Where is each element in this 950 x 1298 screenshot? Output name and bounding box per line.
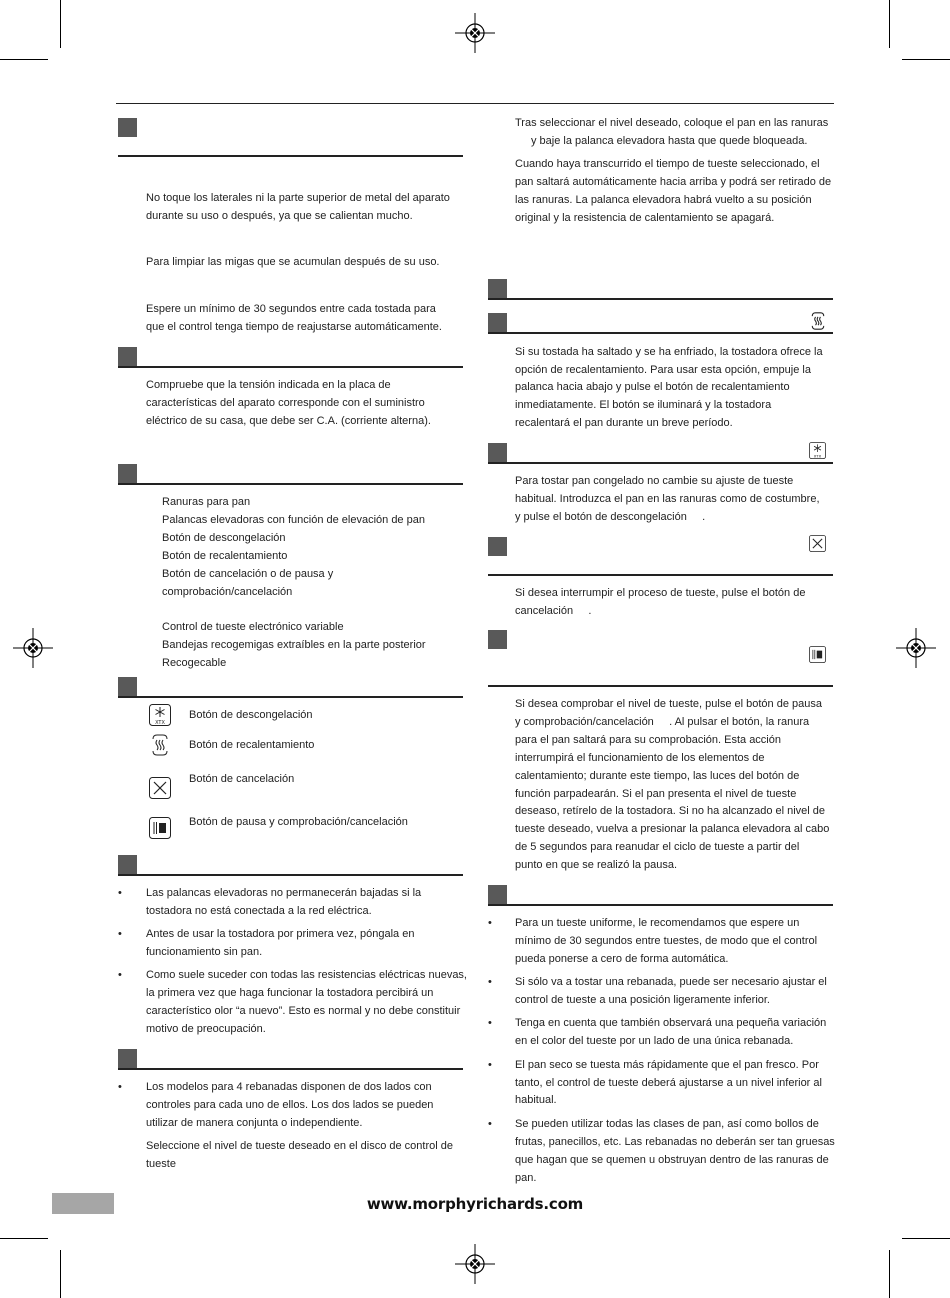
- section-marker: [488, 279, 507, 298]
- paragraph-line: pueda ponerse a cero de forma automática.: [515, 953, 729, 965]
- bullet: •: [118, 969, 122, 981]
- section-rule: [488, 462, 833, 464]
- section-rule: [488, 298, 833, 300]
- reheat-icon: [809, 311, 827, 331]
- svg-text:XTX: XTX: [813, 453, 822, 459]
- paragraph-line: Como suele suceder con todas las resistencias eléctricas nuevas,: [146, 969, 467, 981]
- paragraph-line: tueste: [146, 1158, 176, 1170]
- paragraph-line: característico olor “a nuevo”. Esto es normal y no debe constituir: [146, 1005, 461, 1017]
- section-marker: [488, 885, 507, 904]
- paragraph-line: calentamiento; durante este tiempo, las luces del botón de: [515, 770, 800, 782]
- pause-check-icon: [149, 817, 171, 839]
- paragraph-line: Las palancas elevadoras no permanecerán bajadas si la: [146, 887, 422, 899]
- paragraph-line: utilizar de manera conjunta o independiente.: [146, 1117, 363, 1129]
- feature-item: Botón de recalentamiento: [162, 550, 288, 562]
- paragraph-line: tostadora no está conectada a la red eléctrica.: [146, 905, 372, 917]
- paragraph-line: durante su uso o después, ya que se calientan mucho.: [146, 210, 413, 222]
- paragraph-line: Antes de usar la tostadora por primera vez, póngala en: [146, 928, 415, 940]
- crop-mark: [60, 0, 61, 48]
- bullet: •: [118, 887, 122, 899]
- paragraph-line: de 5 segundos para reanudar el ciclo de tueste a partir del: [515, 841, 800, 853]
- paragraph-line: y baje la palanca elevadora hasta que quede bloqueada.: [531, 135, 808, 147]
- feature-item: Botón de cancelación o de pausa y: [162, 568, 334, 580]
- paragraph-line: Compruebe que la tensión indicada en la placa de: [146, 379, 391, 391]
- reheat-icon: [149, 733, 171, 757]
- pause-check-icon: [809, 646, 826, 663]
- crop-mark: [889, 1250, 890, 1298]
- section-rule: [488, 574, 833, 576]
- paragraph-line: Cuando haya transcurrido el tiempo de tueste seleccionado, el: [515, 158, 820, 170]
- registration-mark-icon: [896, 628, 936, 668]
- paragraph-line: Tenga en cuenta que también observará una pequeña variación: [515, 1017, 827, 1029]
- icon-label: Botón de descongelación: [189, 709, 313, 721]
- paragraph-line: tanto, el control de tueste deberá ajustarse a un nivel inferior al: [515, 1077, 822, 1089]
- paragraph-line: que hagan que se quemen u obstruyan dentro de las ranuras de: [515, 1154, 829, 1166]
- paragraph-line: cancelación .: [515, 605, 592, 617]
- page-number-tab: [52, 1193, 114, 1214]
- crop-mark: [0, 1238, 48, 1239]
- paragraph-line: habitual. Introduzca el pan en las ranuras como de costumbre,: [515, 493, 820, 505]
- section-marker: [118, 347, 137, 366]
- crop-mark: [0, 59, 48, 60]
- section-marker: [118, 855, 137, 874]
- paragraph-line: deseaso, retírelo de la tostadora. Si no ha alcanzado el nivel de: [515, 805, 826, 817]
- section-marker: [488, 630, 507, 649]
- paragraph-line: mínimo de 30 segundos entre tuestes, de modo que el control: [515, 935, 818, 947]
- section-rule: [118, 483, 463, 485]
- feature-item: Botón de descongelación: [162, 532, 286, 544]
- section-marker: [118, 1049, 137, 1068]
- paragraph-line: controles para cada uno de ellos. Los dos lados se pueden: [146, 1099, 434, 1111]
- registration-mark-icon: [455, 13, 495, 53]
- feature-item: Palancas elevadoras con función de elevación de pan: [162, 514, 425, 526]
- paragraph-line: punto en que se realizó la pausa.: [515, 859, 678, 871]
- svg-text:XTX: XTX: [155, 720, 165, 726]
- section-marker: [118, 464, 137, 483]
- bullet: •: [488, 917, 492, 929]
- bullet: •: [488, 1118, 492, 1130]
- paragraph-line: para el pan saltará para su comprobación. Esta acción: [515, 734, 781, 746]
- bullet: •: [488, 976, 492, 988]
- paragraph-line: Si sólo va a tostar una rebanada, puede ser necesario ajustar el: [515, 976, 827, 988]
- feature-item: Recogecable: [162, 657, 227, 669]
- paragraph-line: pan.: [515, 1172, 537, 1184]
- section-marker: [118, 677, 137, 696]
- paragraph-line: Tras seleccionar el nivel deseado, coloque el pan en las ranuras: [515, 117, 829, 129]
- section-marker: [118, 118, 137, 137]
- section-rule: [488, 332, 833, 334]
- website-url[interactable]: www.morphyrichards.com: [366, 1195, 584, 1213]
- paragraph-line: control de tueste a una posición ligeramente inferior.: [515, 994, 770, 1006]
- crop-mark: [902, 1238, 950, 1239]
- paragraph-line: Si desea interrumpir el proceso de tueste, pulse el botón de: [515, 587, 806, 599]
- section-rule: [118, 874, 463, 876]
- paragraph-line: Los modelos para 4 rebanadas disponen de dos lados con: [146, 1081, 432, 1093]
- crop-mark: [889, 0, 890, 48]
- paragraph-line: inmediatamente. El botón se iluminará y la tostadora: [515, 399, 772, 411]
- registration-mark-icon: [455, 1244, 495, 1284]
- icon-label: Botón de pausa y comprobación/cancelación: [189, 816, 408, 828]
- bullet: •: [118, 1081, 122, 1093]
- paragraph-line: recalentará el pan durante un breve período.: [515, 417, 733, 429]
- crop-mark: [60, 1250, 61, 1298]
- paragraph-line: función parpadearán. Si el pan presenta el nivel de tueste: [515, 788, 797, 800]
- paragraph-line: y comprobación/cancelación . Al pulsar el botón, la ranura: [515, 716, 810, 728]
- section-rule: [118, 1068, 463, 1070]
- paragraph-line: original y la resistencia de calentamiento se apagará.: [515, 212, 775, 224]
- paragraph-line: Para tostar pan congelado no cambie su ajuste de tueste: [515, 475, 794, 487]
- section-marker: [488, 313, 507, 332]
- bullet: •: [118, 928, 122, 940]
- defrost-icon: [149, 704, 171, 726]
- feature-item: Bandejas recogemigas extraíbles en la parte posterior: [162, 639, 426, 651]
- paragraph-line: Se pueden utilizar todas las clases de pan, así como bollos de: [515, 1118, 819, 1130]
- cancel-icon: [809, 535, 826, 552]
- crop-mark: [902, 59, 950, 60]
- paragraph-line: pan saltará automáticamente hacia arriba y podrá ser retirado de: [515, 176, 832, 188]
- section-marker: [488, 537, 507, 556]
- paragraph-line: y pulse el botón de descongelación .: [515, 511, 706, 523]
- paragraph-line: palanca hacia abajo y pulse el botón de recalentamiento: [515, 381, 790, 393]
- section-rule: [488, 685, 833, 687]
- paragraph-line: en el color del tueste por un lado de una única rebanada.: [515, 1035, 794, 1047]
- paragraph-line: opción de recalentamiento. Para usar esta opción, empuje la: [515, 364, 811, 376]
- feature-item: Ranuras para pan: [162, 496, 251, 508]
- paragraph-line: funcionamiento sin pan.: [146, 946, 263, 958]
- paragraph-line: El pan seco se tuesta más rápidamente que el pan fresco. Por: [515, 1059, 819, 1071]
- paragraph-line: eléctrico de su casa, que debe ser C.A. (corriente alterna).: [146, 415, 431, 427]
- paragraph-line: habitual.: [515, 1094, 557, 1106]
- section-rule: [118, 155, 463, 157]
- paragraph-line: Para limpiar las migas que se acumulan después de su uso.: [146, 256, 440, 268]
- section-rule: [488, 904, 833, 906]
- cancel-icon: [149, 777, 171, 799]
- icon-label: Botón de cancelación: [189, 773, 295, 785]
- section-marker: [488, 443, 507, 462]
- paragraph-line: características del aparato corresponde con el suministro: [146, 397, 425, 409]
- paragraph-line: No toque los laterales ni la parte superior de metal del aparato: [146, 192, 450, 204]
- paragraph-line: tueste deseado, vuelva a presionar la palanca elevadora al cabo: [515, 823, 830, 835]
- defrost-icon: [809, 442, 826, 459]
- registration-mark-icon: [13, 628, 53, 668]
- top-rule: [116, 103, 834, 104]
- paragraph-line: motivo de preocupación.: [146, 1023, 266, 1035]
- bullet: •: [488, 1017, 492, 1029]
- section-rule: [118, 366, 463, 368]
- paragraph-line: Seleccione el nivel de tueste deseado en el disco de control de: [146, 1140, 453, 1152]
- paragraph-line: que el control tenga tiempo de reajustarse automáticamente.: [146, 321, 442, 333]
- paragraph-line: frutas, panecillos, etc. Las rebanadas no deberán ser tan gruesas: [515, 1136, 835, 1148]
- paragraph-line: Para un tueste uniforme, le recomendamos que espere un: [515, 917, 800, 929]
- icon-label: Botón de recalentamiento: [189, 739, 315, 751]
- feature-item: comprobación/cancelación: [162, 586, 293, 598]
- bullet: •: [488, 1059, 492, 1071]
- paragraph-line: Si su tostada ha saltado y se ha enfriado, la tostadora ofrece la: [515, 346, 823, 358]
- feature-item: Control de tueste electrónico variable: [162, 621, 344, 633]
- paragraph-line: las ranuras. La palanca elevadora habrá vuelto a su posición: [515, 194, 812, 206]
- paragraph-line: interrumpirá el funcionamiento de los elementos de: [515, 752, 765, 764]
- paragraph-line: Si desea comprobar el nivel de tueste, pulse el botón de pausa: [515, 698, 822, 710]
- section-rule: [118, 696, 463, 698]
- paragraph-line: Espere un mínimo de 30 segundos entre cada tostada para: [146, 303, 436, 315]
- paragraph-line: la primera vez que haga funcionar la tostadora percibirá un: [146, 987, 434, 999]
